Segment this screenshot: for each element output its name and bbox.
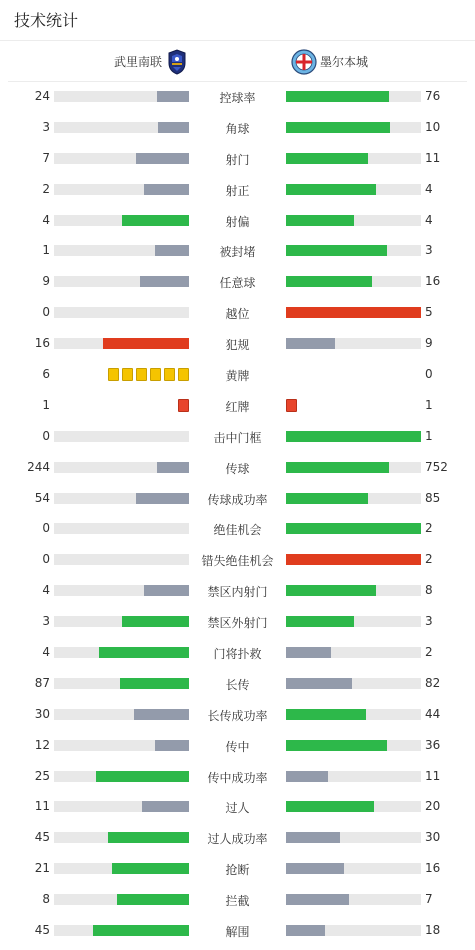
- stat-row[interactable]: [0, 205, 475, 236]
- home-stat-value: 0: [42, 521, 50, 536]
- home-stat-bar-fill: [122, 215, 190, 226]
- home-stat-bar: [54, 801, 189, 812]
- stat-label: 禁区内射门: [207, 585, 268, 600]
- away-team-name[interactable]: 墨尔本城: [320, 55, 369, 69]
- stat-label: 射正: [225, 183, 250, 198]
- home-stat-value: 45: [34, 923, 50, 938]
- home-stat-value: 1: [42, 397, 50, 412]
- away-stat-bar-fill: [286, 740, 387, 751]
- stat-row[interactable]: [0, 853, 475, 884]
- away-stat-bar: [286, 771, 421, 782]
- home-stat-bar: [54, 91, 189, 102]
- stat-row[interactable]: [0, 235, 475, 266]
- away-stat-value: 82: [425, 675, 441, 690]
- yellow-card-icon: [108, 368, 119, 381]
- home-stat-bar-fill: [157, 91, 189, 102]
- home-stat-bar: [54, 647, 189, 658]
- home-team-crest-icon[interactable]: [166, 49, 188, 75]
- away-stat-bar: [286, 709, 421, 720]
- away-stat-bar-fill: [286, 307, 421, 318]
- home-stat-bar: [54, 307, 189, 318]
- home-stat-value: 6: [42, 367, 50, 382]
- away-stat-value: 0: [425, 367, 433, 382]
- home-stat-value: 3: [42, 614, 50, 629]
- home-stat-bar-fill: [136, 153, 189, 164]
- stat-row[interactable]: [0, 822, 475, 853]
- home-stat-bar-fill: [117, 894, 189, 905]
- away-stat-value: 76: [425, 89, 441, 103]
- away-stat-value: 11: [425, 150, 441, 165]
- stat-label: 传中: [225, 739, 250, 754]
- stat-label: 传中成功率: [207, 770, 268, 785]
- away-team-crest-icon[interactable]: [291, 49, 317, 75]
- home-stat-bar: [54, 585, 189, 596]
- home-stat-value: 2: [42, 181, 50, 196]
- away-stat-bar: [286, 523, 421, 534]
- away-stat-bar-fill: [286, 431, 421, 442]
- stat-label: 绝佳机会: [213, 523, 262, 538]
- home-stat-bar: [54, 276, 189, 287]
- home-stat-bar-fill: [155, 245, 189, 256]
- home-stat-bar: [54, 184, 189, 195]
- away-stat-bar: [286, 215, 421, 226]
- title-divider: [0, 40, 475, 41]
- home-stat-bar-fill: [112, 863, 189, 874]
- away-stat-value: 3: [425, 243, 433, 258]
- away-stat-bar: [286, 616, 421, 627]
- home-stat-bar-fill: [93, 925, 189, 936]
- away-stat-bar: [286, 153, 421, 164]
- home-stat-bar-fill: [96, 771, 189, 782]
- away-stat-bar: [286, 894, 421, 905]
- stat-row[interactable]: [0, 513, 475, 544]
- red-card-icon: [178, 399, 189, 412]
- away-stat-value: 8: [425, 583, 433, 598]
- yellow-card-icon: [164, 368, 175, 381]
- stat-row[interactable]: [0, 266, 475, 297]
- away-stat-bar-fill: [286, 925, 325, 936]
- away-stat-bar: [286, 462, 421, 473]
- home-stat-value: 244: [27, 459, 50, 474]
- away-stat-bar: [286, 554, 421, 565]
- stat-label: 长传: [225, 677, 250, 692]
- away-stat-bar: [286, 678, 421, 689]
- stat-label: 抢断: [225, 863, 250, 878]
- home-stat-bar-fill: [158, 122, 189, 133]
- home-stat-bar-fill: [157, 462, 189, 473]
- away-stat-bar: [286, 493, 421, 504]
- stat-label: 犯规: [225, 338, 250, 353]
- stat-row[interactable]: [0, 174, 475, 205]
- teams-header: [0, 44, 475, 80]
- home-stat-value: 0: [42, 305, 50, 320]
- home-stat-bar: [54, 153, 189, 164]
- away-stat-bar: [286, 740, 421, 751]
- away-stat-bar: [286, 431, 421, 442]
- home-cards: [108, 368, 189, 381]
- home-stat-value: 7: [42, 150, 50, 165]
- yellow-card-icon: [150, 368, 161, 381]
- home-cards: [178, 399, 189, 412]
- home-stat-bar-fill: [122, 616, 190, 627]
- stat-label: 传球: [225, 461, 250, 476]
- stat-row[interactable]: [0, 297, 475, 328]
- home-stat-bar: [54, 431, 189, 442]
- away-stat-bar-fill: [286, 493, 368, 504]
- home-stat-value: 30: [34, 706, 50, 721]
- stat-label: 黄牌: [225, 369, 250, 384]
- home-stat-bar: [54, 462, 189, 473]
- stat-label: 禁区外射门: [207, 616, 268, 631]
- away-stat-bar-fill: [286, 585, 376, 596]
- home-stat-bar: [54, 832, 189, 843]
- stat-label: 控球率: [219, 91, 256, 105]
- home-stat-value: 54: [34, 490, 50, 505]
- away-stat-value: 20: [425, 799, 441, 814]
- home-stat-value: 8: [42, 892, 50, 907]
- home-stat-bar: [54, 245, 189, 256]
- home-stat-value: 0: [42, 428, 50, 443]
- stat-label: 任意球: [219, 276, 256, 291]
- away-stat-bar: [286, 338, 421, 349]
- away-stat-value: 1: [425, 428, 433, 443]
- away-stat-value: 36: [425, 737, 441, 752]
- home-stat-bar-fill: [136, 493, 189, 504]
- stat-label: 过人成功率: [207, 832, 268, 847]
- home-stat-bar: [54, 554, 189, 565]
- stat-row[interactable]: [0, 421, 475, 452]
- home-stat-value: 0: [42, 552, 50, 567]
- home-stat-bar-fill: [142, 801, 189, 812]
- home-stat-bar: [54, 215, 189, 226]
- away-stat-value: 3: [425, 614, 433, 629]
- home-stat-bar: [54, 925, 189, 936]
- red-card-icon: [286, 399, 297, 412]
- stat-label: 长传成功率: [207, 708, 268, 723]
- away-stat-bar-fill: [286, 276, 372, 287]
- home-stat-bar: [54, 338, 189, 349]
- away-stat-bar: [286, 122, 421, 133]
- stat-label: 传球成功率: [207, 492, 268, 507]
- away-stat-bar-fill: [286, 709, 366, 720]
- home-stat-value: 25: [34, 768, 50, 783]
- home-stat-value: 3: [42, 119, 50, 134]
- away-stat-bar-fill: [286, 616, 354, 627]
- away-stat-value: 2: [425, 552, 433, 567]
- stat-row[interactable]: [0, 81, 475, 112]
- stat-row[interactable]: [0, 112, 475, 143]
- away-stat-bar-fill: [286, 801, 374, 812]
- away-stat-bar-fill: [286, 462, 389, 473]
- away-stat-bar: [286, 245, 421, 256]
- away-stat-value: 1: [425, 397, 433, 412]
- home-stat-bar: [54, 678, 189, 689]
- home-stat-bar-fill: [103, 338, 189, 349]
- stat-row[interactable]: [0, 668, 475, 699]
- away-stat-bar-fill: [286, 863, 344, 874]
- stat-row[interactable]: [0, 328, 475, 359]
- stat-label: 解围: [225, 925, 250, 940]
- stat-row[interactable]: [0, 390, 475, 421]
- stat-row[interactable]: [0, 143, 475, 174]
- away-stat-bar: [286, 184, 421, 195]
- stat-row[interactable]: [0, 637, 475, 668]
- away-stat-bar-fill: [286, 771, 328, 782]
- home-stat-bar-fill: [140, 276, 189, 287]
- stat-label: 角球: [225, 121, 250, 136]
- stat-label: 被封堵: [219, 245, 256, 260]
- yellow-card-icon: [136, 368, 147, 381]
- stat-row[interactable]: [0, 791, 475, 822]
- away-stat-value: 85: [425, 490, 441, 505]
- stats-list: [0, 81, 475, 946]
- away-stat-bar: [286, 91, 421, 102]
- home-stat-value: 87: [34, 675, 50, 690]
- away-stat-value: 752: [425, 459, 448, 474]
- stat-row[interactable]: [0, 730, 475, 761]
- stat-row[interactable]: [0, 699, 475, 730]
- away-stat-bar: [286, 276, 421, 287]
- home-stat-bar-fill: [144, 184, 189, 195]
- home-stat-value: 4: [42, 212, 50, 227]
- away-stat-bar: [286, 925, 421, 936]
- away-stat-bar-fill: [286, 245, 387, 256]
- home-stat-bar-fill: [99, 647, 189, 658]
- home-stat-bar-fill: [134, 709, 189, 720]
- home-stat-value: 4: [42, 583, 50, 598]
- away-stat-bar-fill: [286, 832, 340, 843]
- away-stat-bar-fill: [286, 184, 376, 195]
- home-stat-bar-fill: [120, 678, 189, 689]
- home-stat-value: 45: [34, 830, 50, 845]
- away-stat-bar-fill: [286, 647, 331, 658]
- page-title: 技术统计: [14, 11, 79, 30]
- yellow-card-icon: [178, 368, 189, 381]
- away-stat-bar: [286, 832, 421, 843]
- away-stat-bar-fill: [286, 215, 354, 226]
- stat-label: 错失绝佳机会: [201, 554, 274, 569]
- away-stat-bar-fill: [286, 554, 421, 565]
- away-stat-value: 16: [425, 274, 441, 289]
- away-stat-bar-fill: [286, 894, 349, 905]
- stat-row[interactable]: [0, 575, 475, 606]
- home-stat-bar-fill: [144, 585, 189, 596]
- home-stat-value: 4: [42, 645, 50, 660]
- stat-label: 过人: [225, 801, 250, 816]
- home-stat-value: 24: [34, 89, 50, 103]
- away-stat-bar: [286, 585, 421, 596]
- away-stat-value: 11: [425, 768, 441, 783]
- stat-label: 拦截: [225, 894, 250, 909]
- away-stat-value: 44: [425, 706, 441, 721]
- home-stat-bar: [54, 523, 189, 534]
- home-stat-value: 11: [34, 799, 50, 814]
- home-stat-bar: [54, 894, 189, 905]
- away-stat-value: 18: [425, 923, 441, 938]
- away-cards: [286, 399, 297, 412]
- away-stat-value: 9: [425, 336, 433, 351]
- yellow-card-icon: [122, 368, 133, 381]
- away-stat-value: 10: [425, 119, 441, 134]
- away-stat-bar-fill: [286, 122, 390, 133]
- stat-label: 红牌: [225, 399, 250, 414]
- away-stat-value: 2: [425, 521, 433, 536]
- home-stat-bar: [54, 863, 189, 874]
- stat-label: 越位: [225, 307, 250, 322]
- away-stat-value: 16: [425, 861, 441, 876]
- home-stat-bar-fill: [108, 832, 189, 843]
- stat-label: 射门: [225, 152, 250, 167]
- stat-row[interactable]: [0, 761, 475, 792]
- away-stat-bar-fill: [286, 91, 389, 102]
- away-stat-value: 5: [425, 305, 433, 320]
- away-stat-bar-fill: [286, 338, 335, 349]
- home-stat-value: 12: [34, 737, 50, 752]
- stat-row[interactable]: [0, 544, 475, 575]
- stat-row[interactable]: [0, 452, 475, 483]
- home-stat-bar: [54, 616, 189, 627]
- away-stat-value: 2: [425, 645, 433, 660]
- stat-label: 射偏: [225, 214, 250, 229]
- stat-row[interactable]: [0, 359, 475, 390]
- away-stat-bar-fill: [286, 678, 352, 689]
- home-stat-bar: [54, 493, 189, 504]
- stat-label: 击中门框: [213, 430, 262, 445]
- home-stat-bar-fill: [155, 740, 189, 751]
- home-stat-bar: [54, 771, 189, 782]
- away-stat-value: 4: [425, 212, 433, 227]
- home-stat-bar: [54, 740, 189, 751]
- home-stat-bar: [54, 709, 189, 720]
- away-stat-bar-fill: [286, 153, 368, 164]
- away-stat-bar-fill: [286, 523, 421, 534]
- home-team-name[interactable]: 武里南联: [113, 55, 162, 69]
- stat-row[interactable]: [0, 915, 475, 946]
- away-stat-bar: [286, 307, 421, 318]
- home-stat-value: 16: [34, 336, 50, 351]
- away-stat-bar: [286, 647, 421, 658]
- away-stat-value: 4: [425, 181, 433, 196]
- stat-row[interactable]: [0, 606, 475, 637]
- away-stat-value: 7: [425, 892, 433, 907]
- away-stat-bar: [286, 801, 421, 812]
- home-stat-value: 1: [42, 243, 50, 258]
- stat-row[interactable]: [0, 483, 475, 514]
- home-stat-bar: [54, 122, 189, 133]
- home-stat-value: 21: [34, 861, 50, 876]
- away-stat-value: 30: [425, 830, 441, 845]
- stat-label: 门将扑救: [213, 647, 262, 662]
- away-stat-bar: [286, 863, 421, 874]
- home-stat-value: 9: [42, 274, 50, 289]
- stat-row[interactable]: [0, 884, 475, 915]
